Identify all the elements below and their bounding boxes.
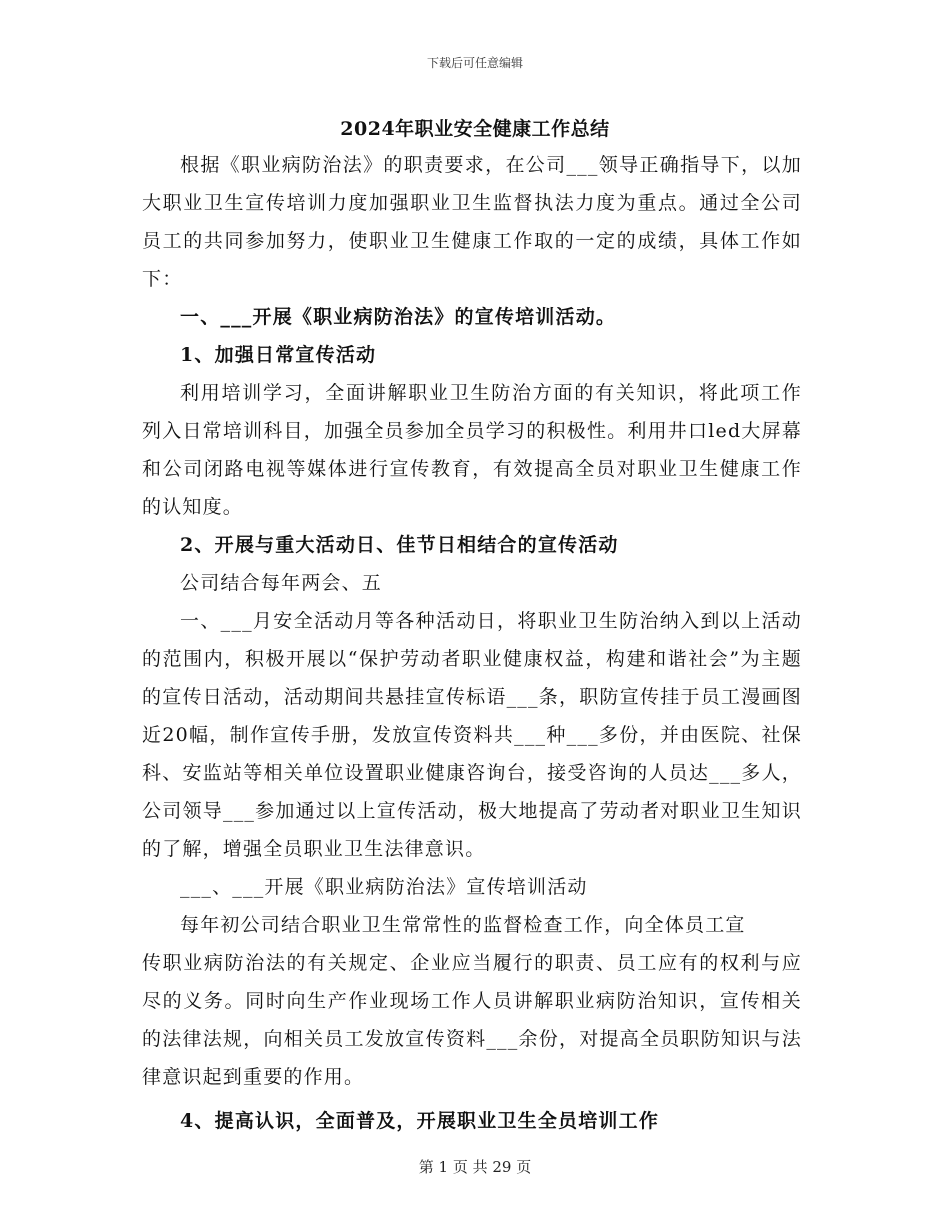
- section-heading-1: 一、___开展《职业病防治法》的宣传培训活动。: [180, 306, 617, 328]
- paragraph-events-detail: 一、___月安全活动月等各种活动日，将职业卫生防治纳入到以上活动的范围内，积极开展以“保护劳动者职业健康权益，构建和谐社会”为主题的宣传日活动，活动期间共悬挂宣传标语___条，职防宣传挂于员工漫画图近20幅，制作宣传手册，发放宣传资料共___种___多份，并由医院、社保科、安监站等相关单位设置职业健康咨询台，接受咨询的人员达___多人，公司领导___参加通过以上宣传活动，极大地提高了劳动者对职业卫生知识的了解，增强全员职业卫生法律意识。: [142, 610, 802, 860]
- paragraph-daily-publicity: 利用培训学习，全面讲解职业卫生防治方面的有关知识，将此项工作列入日常培训科目，加强全员参加全员学习的积极性。利用井口led大屏幕和公司闭路电视等媒体进行宣传教育，有效提高全员对职业卫生健康工作的认知度。: [142, 382, 802, 518]
- paragraph-law-training: 传职业病防治法的有关规定、企业应当履行的职责、员工应有的权利与应尽的义务。同时向生产作业现场工作人员讲解职业病防治知识，宣传相关的法律法规，向相关员工发放宣传资料___余份，对提高全员职防知识与法律意识起到重要的作用。: [142, 952, 802, 1088]
- page-number-footer: 第 1 页 共 29 页: [418, 1158, 532, 1176]
- paragraph-annual-inspection: 每年初公司结合职业卫生常常性的监督检查工作，向全体员工宣: [180, 914, 746, 936]
- subsection-heading-2: 2、开展与重大活动日、佳节日相结合的宣传活动: [180, 534, 619, 556]
- paragraph-events-intro: 公司结合每年两会、五: [180, 572, 383, 594]
- document-title: 2024年职业安全健康工作总结: [340, 118, 610, 140]
- page-header-note: 下载后可任意编辑: [426, 56, 523, 70]
- document-body: [142, 146, 802, 1140]
- subsection-heading-1: 1、加强日常宣传活动: [180, 344, 377, 366]
- subsection-heading-4: 4、提高认识，全面普及，开展职业卫生全员培训工作: [180, 1110, 660, 1132]
- intro-paragraph: 根据《职业病防治法》的职责要求，在公司___领导正确指导下，以加大职业卫生宣传培训力度加强职业卫生监督执法力度为重点。通过全公司员工的共同参加努力，使职业卫生健康工作取的一定的成绩，具体工作如下：: [142, 154, 802, 290]
- subsection-heading-3: ___、___开展《职业病防治法》宣传培训活动: [180, 876, 588, 898]
